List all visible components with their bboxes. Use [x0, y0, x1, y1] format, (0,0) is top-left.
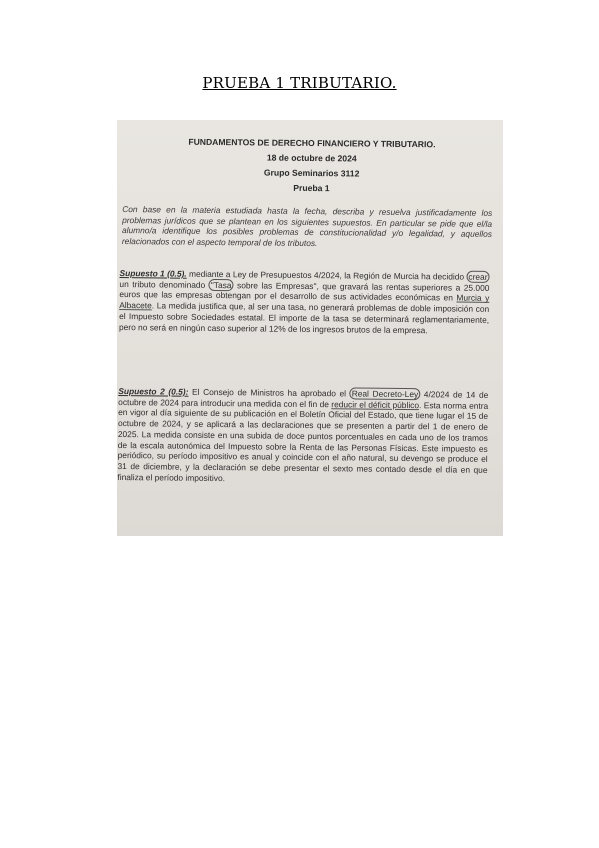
case-2-text-b: 4/2024 de 14 de octubre de 2024 para introducir una medida con el fin de — [118, 389, 489, 409]
case-2-paragraph — [117, 386, 488, 486]
case-1-text-d: . La medida justifica que, al ser una tasa, no generará problemas de doble imposición con el Impuesto sobre Sociedades estatal. El importe de la tasa se determinará reglamentariamente, pero no será en ningún caso superior al 12% de los ingresos brutos de la empresa. — [118, 300, 490, 335]
exam-instructions: Con base en la materia estudiada hasta la fecha, describa y resuelva justificadamente los problemas jurídicos que se plantean en los siguientes supuestos. En particular se pide que el/la alumno/a identifique los posibles problemas de constitucionalidad y/o legalidad, y aquellos relacionados con el aspecto temporal de los tributos. — [121, 204, 493, 248]
exam-group: Grupo Seminarios 3112 — [263, 167, 360, 179]
case-2-circled-real-decreto: Real Decreto-Ley — [350, 387, 421, 400]
case-1-label: Supuesto 1 (0.5). — [119, 268, 187, 279]
exam-test-number: Prueba 1 — [293, 182, 330, 194]
case-1-circled-word-crear: crear — [466, 271, 489, 283]
page-title: PRUEBA 1 TRIBUTARIO. — [202, 74, 397, 92]
case-1-text-a: mediante a Ley de Presupuestos 4/2024, la Región de Murcia ha decidido — [186, 268, 467, 282]
case-1-paragraph — [119, 268, 490, 336]
case-2-label: Supuesto 2 (0.5): — [118, 385, 189, 397]
case-2-underlined-deficit: reducir el déficit público — [331, 398, 420, 410]
case-2-text-a: El Consejo de Ministros ha aprobado el — [188, 386, 350, 399]
case-1-text-c: sobre las Empresas", que gravará las rentas superiores a 25.000 euros que las empresas obtengan por el desarrollo de sus actividades económicas en — [119, 279, 490, 303]
case-2-text-c: . Esta norma entra en vigor al día siguiente de su publicación en el Boletín Oficial del Estado, que tiene lugar el 15 de octubre de 2024, y se aplicará a las declaraciones que se presenten a partir del 1 de enero de 2025. La medida consiste en una subida de doce puntos porcentuales en cada uno de los tramos de la escala autonómica del Impuesto sobre la Renta de las Personas Físicas. Este impuesto es periódico, su período impositivo es anual y coincide con el año natural, su devengo se produce el 31 de diciembre, y la declaración se debe presentar el sexto mes contado desde el día en que finaliza el período impositivo. — [117, 399, 489, 483]
case-1-circled-word-tasa: "Tasa — [209, 279, 234, 291]
exam-title: FUNDAMENTOS DE DERECHO FINANCIERO Y TRIBUTARIO. — [188, 136, 436, 150]
case-1-underlined-regions: Murcia y Albacete — [119, 292, 490, 311]
case-1-text-b: un tributo denominado — [119, 278, 209, 290]
scanned-exam-photo — [117, 120, 503, 536]
exam-date: 18 de octubre de 2024 — [266, 152, 357, 164]
